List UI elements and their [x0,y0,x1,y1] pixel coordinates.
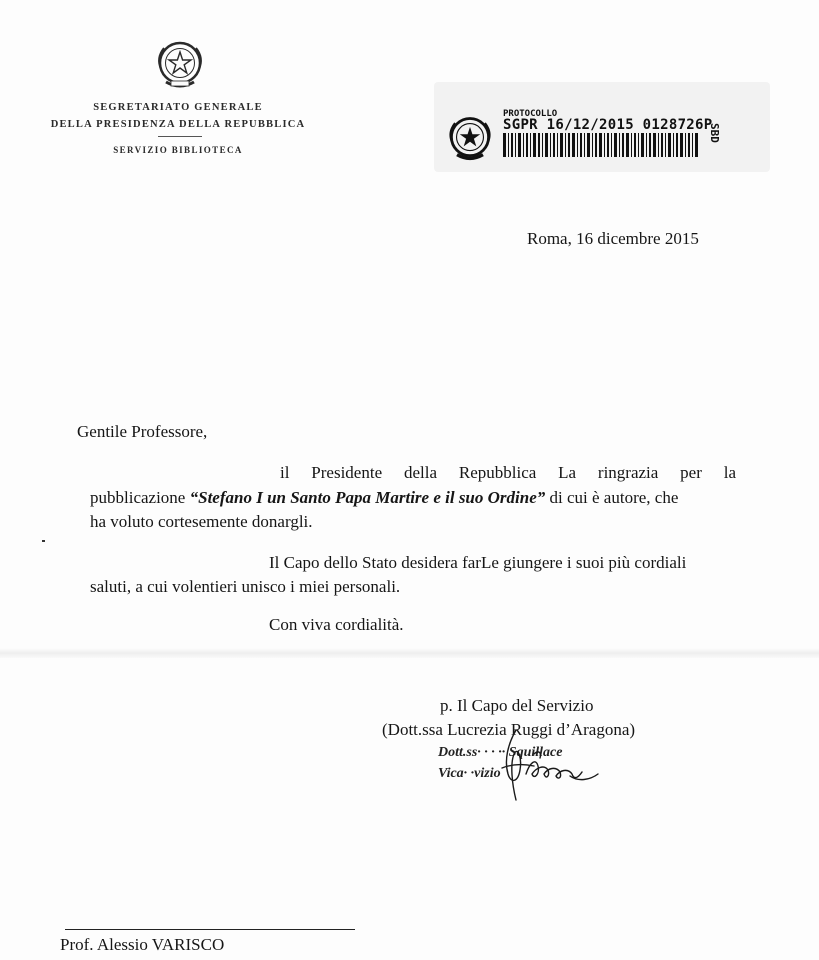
word: La [558,463,577,482]
word: Presidente [311,463,383,482]
italian-republic-emblem-icon [152,36,208,92]
letterhead-line-2: DELLA PRESIDENZA DELLA REPUBBLICA [50,119,306,130]
protocol-label: PROTOCOLLO [503,109,558,119]
letter-date: Roma, 16 dicembre 2015 [527,229,699,248]
word: il [280,463,290,482]
paragraph-1-line-3: ha voluto cortesemente donargli. [90,512,313,531]
paragraph-1-line-1 [280,463,736,483]
signature-name: (Dott.ssa Lucrezia Ruggi d’Aragona) [382,720,636,739]
book-title: “Stefano I un Santo Papa Martire e il suo Ordine” [189,488,546,507]
paragraph-2-line-2: saluti, a cui volentieri unisco i miei personali. [90,577,401,596]
recipient-name: Prof. Alessio VARISCO [60,935,225,954]
letterhead-line-3: SERVIZIO BIBLIOTECA [113,145,243,155]
paper-speck [42,540,45,542]
protocol-code: SGPR 16/12/2015 0128726P [503,117,713,133]
text-before-title: pubblicazione [90,488,190,507]
closing-line: Con viva cordialità. [269,615,404,634]
handwritten-signature-icon [478,724,610,806]
italian-republic-emblem-icon [444,112,496,164]
paper-fold-line [0,648,819,658]
word: la [723,463,736,482]
signatory-stamp-line-1: Dott.ss· · · ·· Squillace [438,745,563,760]
word: della [403,463,438,482]
signatory-stamp-line-2: Vica· ·vizio [438,766,501,781]
letterhead-divider [158,136,202,137]
signature-title: p. Il Capo del Servizio [440,696,594,715]
paragraph-2-line-1: Il Capo dello Stato desidera farLe giungere i suoi più cordiali [269,553,687,572]
word: ringrazia [597,463,659,482]
recipient-rule [65,929,355,930]
barcode-icon [503,133,699,157]
letterhead-line-1: SEGRETARIATO GENERALE [93,102,263,113]
protocol-side-code: SBD [708,123,721,143]
salutation: Gentile Professore, [77,422,208,441]
paragraph-1-line-2 [90,488,678,508]
text-after-title: di cui è autore, che [545,488,679,507]
word: Repubblica [458,463,537,482]
word: per [680,463,702,482]
